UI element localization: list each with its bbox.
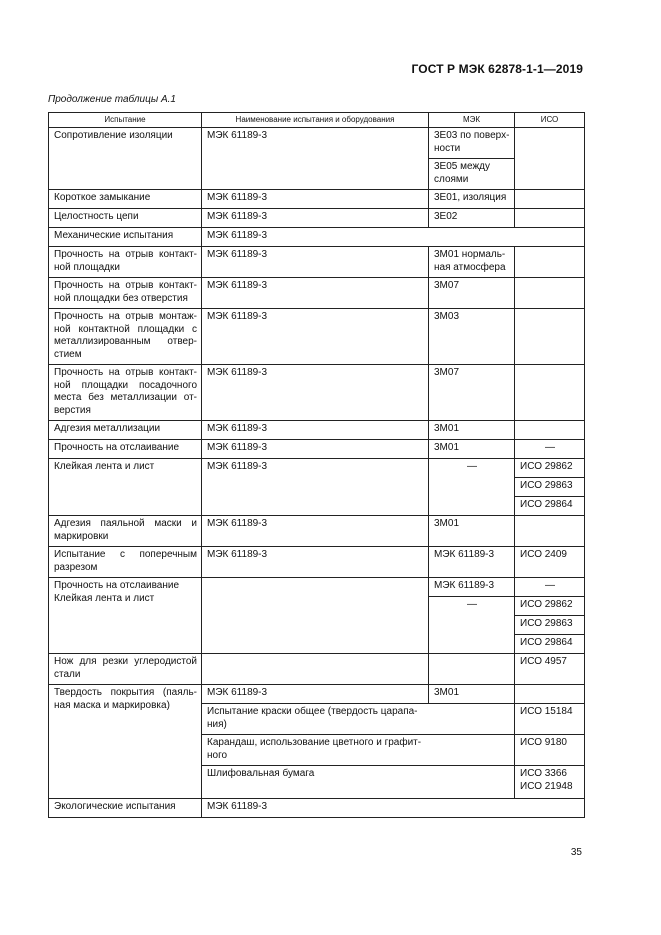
iso-cell: ИСО 4957 [515, 654, 585, 685]
table-row [49, 228, 585, 247]
table-row [49, 440, 585, 459]
iso-cell [515, 278, 585, 309]
test-line: маркировки [54, 530, 109, 542]
iso-cell: ИСО 29863 [515, 616, 585, 635]
standard-code-header: ГОСТ Р МЭК 62878-1-1—2019 [411, 62, 583, 76]
table-row [49, 365, 585, 421]
name-cell: МЭК 61189-3 [202, 799, 585, 818]
name-cell [202, 735, 515, 766]
test-cell [49, 247, 202, 278]
test-cell: Короткое замыкание [49, 190, 202, 209]
iso-cell: ИСО 15184 [515, 704, 585, 735]
iec-line: ная атмосфера [434, 261, 506, 273]
iec-cell: 3Е01, изоляция [429, 190, 515, 209]
iso-cell [515, 766, 585, 799]
name-cell: МЭК 61189-3 [202, 278, 429, 309]
test-line: разрезом [54, 561, 98, 573]
test-line: места без металлизации от- [54, 392, 197, 403]
iec-cell: — [429, 597, 515, 654]
header-test: Испытание [49, 113, 202, 128]
table-row [49, 247, 585, 278]
name-cell: МЭК 61189-3 [202, 459, 429, 516]
name-line: ния) [207, 718, 227, 730]
header-iec: МЭК [429, 113, 515, 128]
test-cell: Целостность цепи [49, 209, 202, 228]
iec-cell [429, 654, 515, 685]
name-line: ного [207, 749, 228, 761]
iec-cell: МЭК 61189-3 [429, 578, 515, 597]
iso-line: ИСО 3366 [520, 768, 567, 779]
iso-cell [515, 247, 585, 278]
table-header-row [49, 113, 585, 128]
iso-cell [515, 516, 585, 547]
iec-line: слоями [434, 173, 469, 185]
test-cell: Сопротивление изоляции [49, 128, 202, 190]
test-cell: Прочность на отслаивание [49, 440, 202, 459]
test-line: Прочность на отрыв контакт- [54, 280, 197, 291]
test-line: стали [54, 668, 81, 680]
table-row [49, 578, 585, 597]
test-line: Нож для резки углеродистой [54, 656, 197, 667]
test-cell [49, 685, 202, 799]
test-line: Адгезия паяльной маски и [54, 518, 197, 529]
page-number: 35 [570, 847, 582, 858]
iec-line: ности [434, 142, 461, 154]
test-line: ная маска и маркировка) [54, 699, 170, 711]
iec-line: 3М01 нормаль- [434, 249, 506, 260]
test-line: Прочность на отрыв контакт- [54, 367, 197, 378]
table-row [49, 547, 585, 578]
iec-cell [429, 128, 515, 159]
test-cell: Клейкая лента и лист [49, 459, 202, 516]
name-cell: МЭК 61189-3 [202, 547, 429, 578]
name-cell [202, 578, 429, 654]
iso-cell: — [515, 440, 585, 459]
name-cell: МЭК 61189-3 [202, 228, 585, 247]
iso-cell [515, 190, 585, 209]
test-line: Испытание с поперечным [54, 549, 197, 560]
name-cell: МЭК 61189-3 [202, 516, 429, 547]
iso-cell: ИСО 29864 [515, 635, 585, 654]
iec-cell: 3М01 [429, 440, 515, 459]
test-line: ной площадки [54, 261, 120, 273]
test-line: Прочность на отрыв монтаж- [54, 311, 197, 322]
iec-cell: 3Е02 [429, 209, 515, 228]
name-line: Испытание краски общее (твердость царапа- [207, 706, 418, 717]
name-cell: МЭК 61189-3 [202, 309, 429, 365]
name-cell [202, 654, 429, 685]
test-line: стием [54, 348, 82, 360]
test-cell [49, 309, 202, 365]
table-row [49, 128, 585, 159]
iso-cell: ИСО 2409 [515, 547, 585, 578]
name-cell: МЭК 61189-3 [202, 685, 429, 704]
iec-cell: 3М03 [429, 309, 515, 365]
header-name: Наименование испытания и оборудования [202, 113, 429, 128]
iec-cell: 3М01 [429, 421, 515, 440]
test-cell [49, 547, 202, 578]
table-row [49, 459, 585, 478]
iec-cell: 3М01 [429, 685, 515, 704]
iso-cell: ИСО 29862 [515, 597, 585, 616]
iso-cell: — [515, 578, 585, 597]
iso-cell [515, 309, 585, 365]
iec-cell: — [429, 459, 515, 516]
test-cell [49, 516, 202, 547]
test-line: Прочность на отрыв контакт- [54, 249, 197, 260]
test-cell [49, 654, 202, 685]
iec-cell [429, 159, 515, 190]
test-cell [49, 578, 202, 654]
test-line: Твердость покрытия (паяль- [54, 687, 197, 698]
iso-cell [515, 128, 585, 190]
iso-cell: ИСО 9180 [515, 735, 585, 766]
table-row [49, 654, 585, 685]
name-cell: МЭК 61189-3 [202, 440, 429, 459]
table-caption: Продолжение таблицы А.1 [48, 94, 176, 105]
iso-cell [515, 685, 585, 704]
name-cell: МЭК 61189-3 [202, 365, 429, 421]
test-line: Прочность на отслаивание [54, 580, 180, 591]
name-cell: МЭК 61189-3 [202, 421, 429, 440]
iso-cell [515, 421, 585, 440]
table-row [49, 309, 585, 365]
iso-cell: ИСО 29864 [515, 497, 585, 516]
iso-cell: ИСО 29862 [515, 459, 585, 478]
iec-cell: 3М07 [429, 278, 515, 309]
table-row [49, 209, 585, 228]
table-row [49, 516, 585, 547]
iec-line: 3Е03 по поверх- [434, 130, 510, 141]
header-iso: ИСО [515, 113, 585, 128]
table-row [49, 278, 585, 309]
name-cell: МЭК 61189-3 [202, 247, 429, 278]
name-cell: МЭК 61189-3 [202, 128, 429, 190]
test-line: Клейкая лента и лист [54, 592, 155, 604]
iec-line: 3Е05 между [434, 161, 490, 172]
test-cell [49, 278, 202, 309]
table-row [49, 685, 585, 704]
name-cell: Шлифовальная бумага [202, 766, 515, 799]
test-line: ной контактной площадки с [54, 323, 197, 335]
iso-cell [515, 209, 585, 228]
table-row [49, 190, 585, 209]
iso-line: ИСО 21948 [520, 780, 573, 792]
iec-cell: МЭК 61189-3 [429, 547, 515, 578]
test-line: ной площадки без отверстия [54, 292, 188, 304]
iso-cell: ИСО 29863 [515, 478, 585, 497]
test-cell: Адгезия металлизации [49, 421, 202, 440]
test-cell: Экологические испытания [49, 799, 202, 818]
test-cell: Механические испытания [49, 228, 202, 247]
name-cell [202, 704, 515, 735]
iec-cell: 3М01 [429, 516, 515, 547]
iso-cell [515, 365, 585, 421]
iec-cell [429, 247, 515, 278]
name-line: Карандаш, использование цветного и графит- [207, 737, 422, 748]
test-line: верстия [54, 404, 91, 416]
test-line: ной площадки посадочного [54, 379, 197, 391]
table-row [49, 799, 585, 818]
iec-cell: 3М07 [429, 365, 515, 421]
name-cell: МЭК 61189-3 [202, 209, 429, 228]
name-cell: МЭК 61189-3 [202, 190, 429, 209]
table-row [49, 421, 585, 440]
test-line: металлизированным отвер- [54, 336, 197, 347]
tests-table [48, 112, 585, 818]
test-cell [49, 365, 202, 421]
